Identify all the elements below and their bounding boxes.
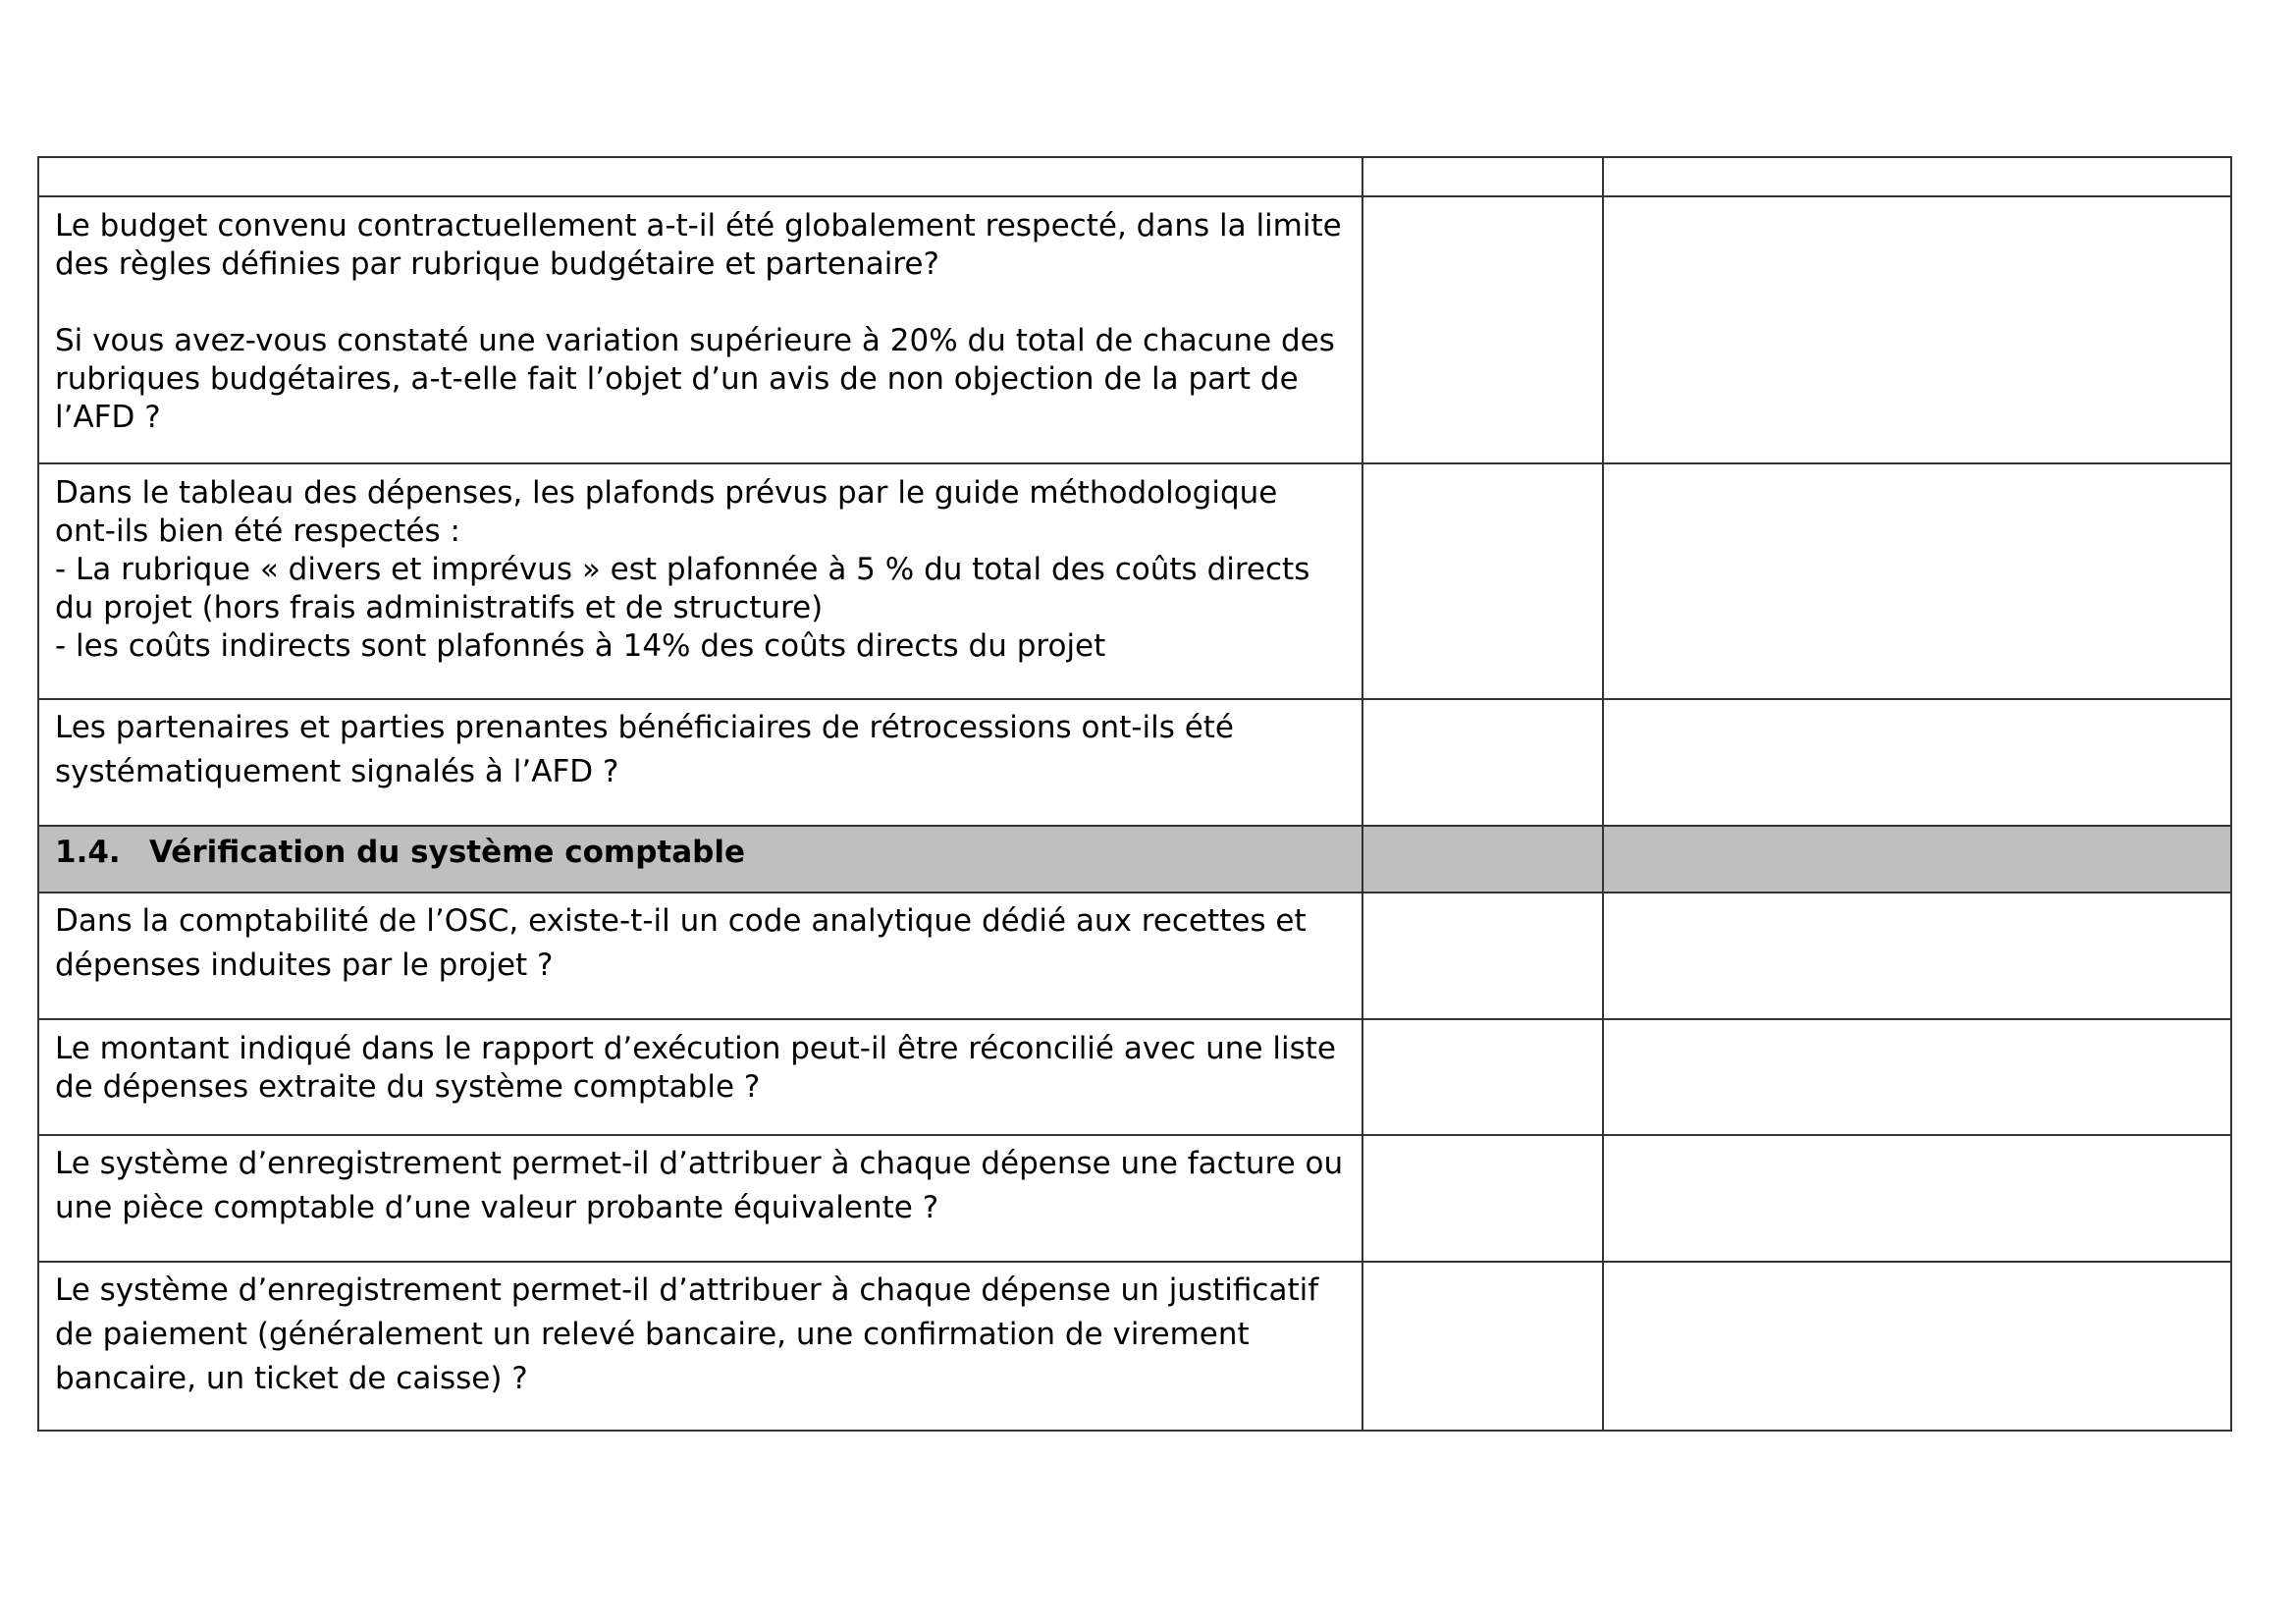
question-paragraph: Le budget convenu contractuellement a-t-il été globalement respecté, dans la limite des règles définies par rubrique budgétaire et partenaire?: [55, 208, 1342, 282]
question-bullet: - La rubrique « divers et imprévus » est plafonnée à 5 % du total des coûts directs du projet (hors frais administratifs et de structure): [55, 552, 1310, 625]
comment-cell[interactable]: [1603, 1135, 2231, 1262]
section-number: 1.4.: [55, 835, 121, 870]
comment-cell[interactable]: [1603, 463, 2231, 699]
comment-cell[interactable]: [1603, 893, 2231, 1019]
section-shaded-cell: [1603, 826, 2231, 893]
question-text: Le système d’enregistrement permet-il d’attribuer à chaque dépense une facture ou une pièce comptable d’une valeur probante équivalente ?: [55, 1146, 1344, 1225]
comment-cell[interactable]: [1603, 196, 2231, 463]
answer-cell[interactable]: [1362, 1019, 1603, 1135]
question-bullet: - les coûts indirects sont plafonnés à 14% des coûts directs du projet: [55, 628, 1106, 664]
question-text: [39, 197, 1362, 437]
answer-cell[interactable]: [1362, 893, 1603, 1019]
answer-cell[interactable]: [1362, 1262, 1603, 1431]
question-cell: [38, 157, 1362, 196]
question-text: Le montant indiqué dans le rapport d’exécution peut-il être réconcilié avec une liste de dépenses extraite du système comptable ?: [55, 1031, 1336, 1105]
question-text: Le système d’enregistrement permet-il d’attribuer à chaque dépense un justificatif de paiement (généralement un relevé bancaire, une confirmation de virement bancaire, un ticket de caisse) ?: [55, 1272, 1319, 1396]
question-text: Les partenaires et parties prenantes bénéficiaires de rétrocessions ont-ils été systématiquement signalés à l’AFD ?: [55, 710, 1234, 789]
answer-cell[interactable]: [1362, 463, 1603, 699]
question-cell: [38, 196, 1362, 463]
question-text: [39, 464, 1362, 666]
table-row: [38, 1019, 2231, 1135]
question-line: Dans le tableau des dépenses, les plafonds prévus par le guide méthodologique ont-ils bien été respectés :: [55, 475, 1278, 549]
answer-cell[interactable]: [1362, 157, 1603, 196]
question-cell: [38, 893, 1362, 1019]
answer-cell[interactable]: [1362, 699, 1603, 826]
answer-cell[interactable]: [1362, 1135, 1603, 1262]
answer-cell[interactable]: [1362, 196, 1603, 463]
table-row: [38, 196, 2231, 463]
section-title-cell: [38, 826, 1362, 893]
table-row: [38, 893, 2231, 1019]
question-cell: [38, 1019, 1362, 1135]
section-header-row: [38, 826, 2231, 893]
comment-cell[interactable]: [1603, 699, 2231, 826]
blank-row: [38, 157, 2231, 196]
table-row: [38, 699, 2231, 826]
section-shaded-cell: [1362, 826, 1603, 893]
question-cell: [38, 699, 1362, 826]
section-title: [39, 827, 1362, 875]
table-row: [38, 1135, 2231, 1262]
audit-checklist-table: [37, 156, 2232, 1432]
question-cell: [38, 463, 1362, 699]
table-row: [38, 463, 2231, 699]
section-heading: Vérification du système comptable: [149, 835, 745, 870]
question-paragraph: Si vous avez-vous constaté une variation supérieure à 20% du total de chacune des rubriques budgétaires, a-t-elle fait l’objet d’un avis de non objection de la part de l’AFD ?: [55, 323, 1335, 435]
question-text: Dans la comptabilité de l’OSC, existe-t-il un code analytique dédié aux recettes et dépenses induites par le projet ?: [55, 903, 1307, 983]
comment-cell[interactable]: [1603, 1019, 2231, 1135]
question-cell: [38, 1135, 1362, 1262]
table-row: [38, 1262, 2231, 1431]
comment-cell[interactable]: [1603, 157, 2231, 196]
question-cell: [38, 1262, 1362, 1431]
comment-cell[interactable]: [1603, 1262, 2231, 1431]
